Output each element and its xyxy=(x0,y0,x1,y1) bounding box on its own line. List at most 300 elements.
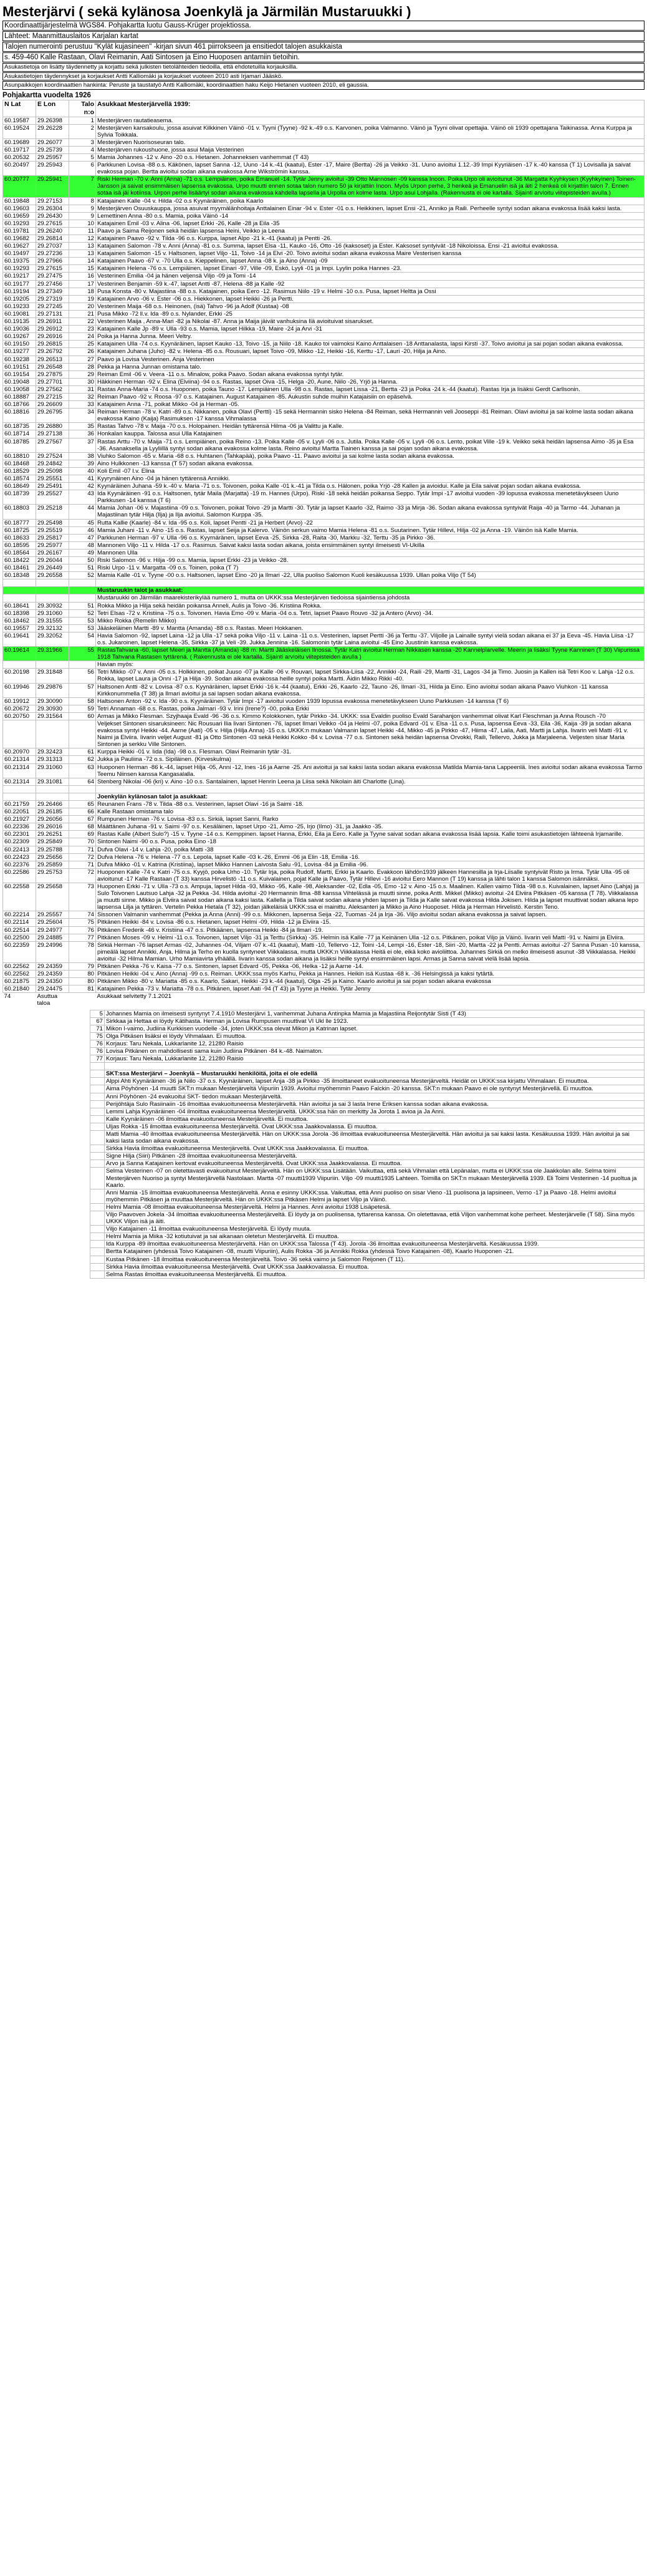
note-house-number xyxy=(90,1168,105,1189)
table-row xyxy=(3,541,645,549)
lon-cell: 29.26548 xyxy=(36,363,69,370)
house-number-cell: 51 xyxy=(69,564,96,572)
section-heading-row xyxy=(3,793,645,800)
residents-cell: Reiman Emil -06 v. Veera -11 o.s. Minalow, poika Paavo. Sodan aikana evakossa syntyi tytär. xyxy=(96,370,645,378)
note-row xyxy=(2,1017,645,1025)
lon-cell: 29.27319 xyxy=(36,295,69,303)
house-number-cell xyxy=(69,594,96,602)
note-house-number xyxy=(90,1226,105,1233)
table-row xyxy=(3,303,645,310)
house-number-cell: 50 xyxy=(69,557,96,564)
residents-cell: Mustaruukki on Järmilän maarekisterikylää numero 1, mutta on UKKK:ssa Mesterjärven tiedoissa sijaintiensa johdosta xyxy=(96,594,645,602)
note-text: Anni Pöyhönen -24 evakuoitui SKT- tiedon mukaan Mesterjärveltä. xyxy=(105,1093,645,1100)
table-row xyxy=(3,624,645,632)
house-number-cell: 75 xyxy=(69,919,96,926)
table-row xyxy=(3,483,645,490)
table-row xyxy=(3,310,645,317)
lon-cell: 29.25551 xyxy=(36,475,69,483)
house-number-cell: 37 xyxy=(69,438,96,452)
lat-cell: 60.20198 xyxy=(3,669,36,683)
house-number-cell: 63 xyxy=(69,763,96,778)
lon-cell: 29.24359 xyxy=(36,963,69,971)
residents-cell: Pitkänen Mikko -80 v. Mariatta -85 o.s. Kaarlo, Sakari, Heikki -23 k.-44 (kaatui), Olga -25 ja Kaino. Kaarlo avioitui ja sai pojan sodan aikana evakossa xyxy=(96,978,645,985)
table-row xyxy=(3,430,645,438)
lon-cell: 29.26880 xyxy=(36,423,69,430)
lat-cell: 60.19036 xyxy=(3,326,36,333)
residents-cell: Viuhko Salomon -65 v. Maria -68 o.s. Huhtanen (Tahkapää), poika Paavo -11. Paavo avioitui ja sai kolme lasta sodan aikana evakossa. xyxy=(96,452,645,460)
house-number-cell: 74 xyxy=(69,911,96,919)
note-spacer-cell xyxy=(2,1241,90,1248)
lon-cell: 29.25957 xyxy=(36,153,69,161)
house-number-cell: 15 xyxy=(69,265,96,273)
notes-table xyxy=(2,1010,645,1279)
note-house-number: 76 xyxy=(90,1048,105,1055)
lat-cell: 60.19603 xyxy=(3,205,36,212)
house-number-cell xyxy=(69,793,96,800)
lat-cell: 60.18468 xyxy=(3,460,36,467)
table-row xyxy=(3,505,645,519)
note-house-number xyxy=(90,1248,105,1256)
residents-cell: Katajainen Ulla -74 o.s. Kyynäräinen, lapset Kauko -13, Toivo -15, ja Niilo -18. Kauko toi vaimoksi Kaino Anttalaisen -18 Anttanalasta, lapsi Kirsti -37. Toivo avioitui ja sai pojan sodan aikana evakossa. xyxy=(96,341,645,348)
lon-cell: 29.25943 xyxy=(36,162,69,176)
table-row xyxy=(3,475,645,483)
house-number-cell xyxy=(69,785,96,793)
note-row xyxy=(2,1085,645,1093)
note-row xyxy=(2,1123,645,1130)
residents-cell: Joenkylän kylänosan talot ja asukkaat: xyxy=(96,793,645,800)
section-heading-row xyxy=(3,587,645,594)
lat-cell: 60.22423 xyxy=(3,853,36,861)
house-number-cell: 13 xyxy=(69,250,96,258)
note-house-number xyxy=(90,1078,105,1085)
lon-cell: 29.25753 xyxy=(36,868,69,883)
note-row xyxy=(2,1226,645,1233)
lat-cell: 60.19151 xyxy=(3,363,36,370)
lat-cell: 60.18816 xyxy=(3,409,36,423)
note-house-number xyxy=(90,1130,105,1145)
lat-cell: 60.22514 xyxy=(3,926,36,934)
table-row xyxy=(3,117,645,124)
note-text: Olga Pitkäsen lisäksi ei löydy Vihmalaan. Ei muuttoa. xyxy=(105,1032,645,1040)
header-lon: E Lon xyxy=(36,100,69,117)
table-row xyxy=(3,647,645,661)
note-row xyxy=(2,1010,645,1017)
table-row xyxy=(3,985,645,993)
note-house-number: 71 xyxy=(90,1025,105,1032)
note-row xyxy=(2,1263,645,1271)
residents-cell: Reiman Paavo -92 v. Roosa -97 o.s. Katajainen. August Katajainen -85. Aukustin suhde muihin Katajaisiin on epäselvä. xyxy=(96,393,645,400)
note-spacer-cell xyxy=(2,1168,90,1189)
lat-cell: 60.18398 xyxy=(3,609,36,617)
note-row xyxy=(2,1025,645,1032)
lon-cell: 29.26513 xyxy=(36,356,69,363)
house-number-cell: 52 xyxy=(69,572,96,579)
table-header-row xyxy=(3,100,645,117)
note-text: Ida Kurppa -89 ilmoittaa evakuoituneensa Mesterjärveltä. Hän on UKKK:ssa Talossa (T 43). Jorola -36 ilmoittaa evakuoituneensa Mesterjärveltä. Kesäkuussa 1939. xyxy=(105,1241,645,1248)
lon-cell: 29.32132 xyxy=(36,624,69,632)
lon-cell: 29.26795 xyxy=(36,409,69,423)
lat-cell: 60.19717 xyxy=(3,146,36,153)
note-text: Kalle Kyynäräinen -06 ilmoittaa evakuoituneensa Mesterjärveltä. Ei muuttoa. xyxy=(105,1115,645,1123)
lat-cell: 60.21875 xyxy=(3,978,36,985)
note-spacer-cell xyxy=(2,1078,90,1085)
residents-cell: Tetri Elsas -72 v. Kristiina -75 o.s. Toivonen. Havia Emo -09 v. Maria -04 o.s. Tetri, lapset Paavo Rouvo -32 ja Antero (Arvo) -34. xyxy=(96,609,645,617)
residents-cell: Tetri Mikko -07 v. Anni -05 o.s. Holkkinen, poikat Juuso -07 ja Kalle -06 v. Rouvari, lapset Sirkka-Liisa -22, Annikki -24, Raili -29, Martti -31, Lagos -34 ja Timo. Juosin ja Kallen isä Tetri Koo v. Lahja -12 o.s. Rokka, lapset Laura ja Onni -17 ja Hilja -39. Sodan aikana evakossa heille syntyi poika Martti. Äidin Mikko Rikki -40. xyxy=(96,669,645,683)
note-spacer-cell xyxy=(2,1203,90,1211)
residents-cell: Vesterinen Maija -68 o.s. Heinonen, (isä) Tahvo -96 ja Adolf (Kustaa) -08 xyxy=(96,303,645,310)
house-number-cell: 23 xyxy=(69,326,96,333)
lon-cell: 29.26056 xyxy=(36,816,69,823)
note-spacer-cell xyxy=(2,1263,90,1271)
residents-cell: Katajainen Helena -76 o.s. Lempiäinen, lapset Einari -97, Ville -09, Eskö, Lyyli -01 ja Impi. Lyylin poika Hannes -23. xyxy=(96,265,645,273)
lon-cell: 29.30090 xyxy=(36,697,69,705)
note-row xyxy=(2,1160,645,1168)
note-spacer-cell xyxy=(2,1010,90,1017)
house-number-cell: 53 xyxy=(69,617,96,624)
table-row xyxy=(3,661,645,669)
house-number-cell: 46 xyxy=(69,526,96,534)
note-house-number xyxy=(90,1123,105,1130)
note-spacer-cell xyxy=(2,1100,90,1108)
lat-cell xyxy=(3,785,36,793)
house-number-cell: 72 xyxy=(69,868,96,883)
lat-cell: 60.22562 xyxy=(3,963,36,971)
residents-cell: Rutta Kallie (Kaarle) -84 v. Ida -95 o.s. Koli, lapset Pentti -21 ja Herbert (Arvo) -22 xyxy=(96,519,645,526)
note-spacer-cell xyxy=(2,1145,90,1153)
lon-cell xyxy=(36,785,69,793)
lat-cell: 60.22051 xyxy=(3,808,36,816)
table-row xyxy=(3,212,645,220)
lat-cell: 60.19912 xyxy=(3,697,36,705)
residents-cell: Rastas Tahvo -78 v. Maija -70 o.s. Holopainen. Heidän tyttärensä Hilma -06 ja Valittu ja Kalle. xyxy=(96,423,645,430)
table-row xyxy=(3,423,645,430)
lat-cell: 60.19627 xyxy=(3,243,36,250)
note-house-number xyxy=(90,1271,105,1278)
table-row xyxy=(3,153,645,161)
table-row xyxy=(3,911,645,919)
house-number-cell: 32 xyxy=(69,393,96,400)
table-row xyxy=(3,572,645,579)
table-row xyxy=(3,919,645,926)
residents-cell: Dufva Olavi -14 v. Lahja -20, poika Matti -38 xyxy=(96,846,645,853)
table-row xyxy=(3,963,645,971)
lon-cell: 29.27236 xyxy=(36,250,69,258)
residents-cell xyxy=(96,785,645,793)
lat-cell: 60.19587 xyxy=(3,117,36,124)
note-spacer-cell xyxy=(2,1093,90,1100)
house-number-cell: 70 xyxy=(69,838,96,846)
lon-cell: 29.24996 xyxy=(36,941,69,962)
house-number-cell: 21 xyxy=(69,310,96,317)
note-house-number xyxy=(90,1256,105,1263)
lat-cell xyxy=(3,661,36,669)
lat-cell: 60.19135 xyxy=(3,318,36,326)
residents-cell: Armas ja Mikko Flesman. Szyjhaaja Evald -96 -36 o.s. Kimmo Kolokkonen, tytär Pirkko -34. UKKK: ssa Evaldin puoliso Evald Sarahanjon vanhemmat olivat Karl Fleschman ja Anna Rousch -70 xyxy=(96,712,645,720)
note-text: Viljo Paavoven Jokela -34 ilmoittaa evakuoituneensa Mesterjärveltä. Ei löydy ja on puolisensa, tyttarensa kanssa. On oletettavaa, että Viljon vanhemmat kohe perheet. Mesterjärvelle (T 58). Sina myös UKKK Viljon isä ja äiti. xyxy=(105,1211,645,1226)
note-spacer-cell xyxy=(2,1211,90,1226)
table-row xyxy=(3,756,645,763)
house-number-cell: 67 xyxy=(69,816,96,823)
table-row xyxy=(3,220,645,227)
lat-cell: 60.19293 xyxy=(3,265,36,273)
note-text: Sirkkaa ja Hettaa ei löydy Kätihasta. Herman ja Lovisa Rumpusen muuttivat VI Ukl lle 1923. xyxy=(105,1017,645,1025)
table-row xyxy=(3,235,645,243)
house-number-cell xyxy=(69,720,96,748)
lat-cell: 60.18641 xyxy=(3,602,36,609)
table-row xyxy=(3,176,645,197)
residents-cell: Riski Urpo -11 v. Margatta -09 o.s. Toinen, poika (T 7) xyxy=(96,564,645,572)
house-number-cell xyxy=(69,661,96,669)
house-number-cell: 22 xyxy=(69,318,96,326)
lon-cell: 29.31564 xyxy=(36,712,69,720)
house-number-cell: 52 xyxy=(69,609,96,617)
lon-cell: 29.27456 xyxy=(36,280,69,288)
note-spacer-cell xyxy=(2,1115,90,1123)
lat-cell: 60.18735 xyxy=(3,423,36,430)
table-row xyxy=(3,370,645,378)
note-text: Helmi Mamia -08 ilmoittaa evakuoituneensa Mesterjärveltä. Helmi ja Hannes. Anni avioitui 1938 Lisäpetesä. xyxy=(105,1203,645,1211)
note-house-number xyxy=(90,1093,105,1100)
house-number-cell: 43 xyxy=(69,490,96,505)
table-row xyxy=(3,124,645,138)
table-row xyxy=(3,778,645,785)
note-text: Bertta Katajainen (yhdessä Toivo Katajainen -08, muutti Viipuriin), Aulis Rokka -36 ja Annikki Rokka (yhdessä Toivo Katajainen -08), Kaarlo Huoponen -21. xyxy=(105,1248,645,1256)
house-number-cell: 24 xyxy=(69,333,96,341)
lon-cell: 29.31848 xyxy=(36,669,69,683)
lat-cell: 60.18810 xyxy=(3,452,36,460)
lon-cell: 29.24977 xyxy=(36,926,69,934)
lon-cell: 29.27562 xyxy=(36,385,69,393)
house-number-cell: 40 xyxy=(69,467,96,475)
house-number-cell: 58 xyxy=(69,697,96,705)
header-line: s. 459-460 Kalle Rastaan, Olavi Reimanin, Aati Sintosen ja Eino Huoposen antamiin tietoihin. xyxy=(2,52,645,62)
house-number-cell: 9 xyxy=(69,205,96,212)
house-number-cell: 80 xyxy=(69,971,96,978)
lon-cell: 29.25604 xyxy=(36,919,69,926)
residents-cell: Katajainen Paavo -67 v. -70 Ulla o.s. Kieppelinen, lapset Anna -08 k. ja Aino (Anna) -09 xyxy=(96,258,645,265)
lat-cell: 60.19154 xyxy=(3,370,36,378)
house-number-cell: 60 xyxy=(69,712,96,720)
residents-cell: Mannonen Viljo -11 v. Hilda -17 o.s. Rasimus. Saivat kaksi lasta sodan aikana, joista ensimmäinen syntyi ilmeisesti VI-Ukilla xyxy=(96,541,645,549)
lon-cell: 29.25557 xyxy=(36,911,69,919)
page-title: Mesterjärvi ( sekä kylänosa Joenkylä ja Järmilän Mustaruukki ) xyxy=(2,4,411,19)
lat-cell: 60.18887 xyxy=(3,393,36,400)
residents-cell: Kurppa Heikki -01 v. Iida (Ida) -98 o.s. Flesman. Olavi Reimanin tytär -31. xyxy=(96,748,645,756)
house-number-cell: 64 xyxy=(69,778,96,785)
residents-cell: Pitkänen Frederik -46 v. Kristiina -47 o.s. Pitkäänen, lapsensa Heikki -84 ja Ilmari -19. xyxy=(96,926,645,934)
lat-cell: 60.18422 xyxy=(3,557,36,564)
note-text: Lemmi Lahja Kyynäräinen -04 ilmoittaa evakuoituneensa Mesterjärveltä. UKKK:ssa hän on merkitty Ja Jorota 1 avioa ja Ja Anni. xyxy=(105,1108,645,1115)
house-number-cell: 3 xyxy=(69,138,96,146)
residents-cell: Katajainen Kalle -04 v. Hilda -02 o.s Kyynäräinen, poika Kaarlo xyxy=(96,197,645,205)
note-house-number xyxy=(90,1153,105,1160)
residents-cell: Mannonen Ulla xyxy=(96,549,645,556)
house-number-cell: 51 xyxy=(69,602,96,609)
house-number-cell: 54 xyxy=(69,632,96,646)
header-note-line: Asukastietoja on lisätty täydennetty ja korjattu sekä julkisten tietolähteiden tiedoilla, että ehdotetuilla korjauksilla. xyxy=(2,63,645,72)
lon-cell: 29.27701 xyxy=(36,378,69,385)
note-spacer-cell xyxy=(2,1123,90,1130)
house-number-cell: 49 xyxy=(69,549,96,556)
lat-cell: 60.20672 xyxy=(3,705,36,712)
lon-cell: 29.26792 xyxy=(36,348,69,356)
house-number-cell: 71 xyxy=(69,861,96,868)
lat-cell: 60.22309 xyxy=(3,838,36,846)
lon-cell: 29.27349 xyxy=(36,288,69,295)
table-row xyxy=(3,557,645,564)
note-spacer-cell xyxy=(2,1271,90,1278)
lon-cell: 29.25739 xyxy=(36,146,69,153)
house-number-cell: 11 xyxy=(69,227,96,235)
lon-cell: 29.26228 xyxy=(36,124,69,138)
lon-cell: 29.27524 xyxy=(36,452,69,460)
residents-cell: Pitkänen Heikki -84 v. Lovisa -86 o.s. Hietanen, lapset Helmi -09, Hilda -12 ja Elviira -15. xyxy=(96,919,645,926)
residents-cell: Havia Salomon -92, lapset Laina -12 ja Ulla -17 sekä poika Viljo -11 v. Laina -11 o.s. Vesterinen, lapset Pertti -36 ja Terttu -37. Viljolle ja Lainalle syntyi vielä sodan aikana ei 37 ja Eeva -45. Havia Liisa -17 o.s. Jukaroinen, lapset Helena -35, Sirkka -37 ja Veli -39. Jukka Jennina -16. Salomonin tytär Laina avioitui -45 Eino Juustinin kanssa evakossa. xyxy=(96,632,645,646)
table-row xyxy=(3,579,645,587)
residents-cell: Kalle Rastaan omistama talo xyxy=(96,808,645,816)
lat-cell: 60.19217 xyxy=(3,273,36,280)
residents-cell: Veljekset Sintonen sisaruksineen: Nic Rousuari Ilia Iivari Sintonen -76, lapset Ilmari Veikko -04 ja Helmi -07, poika Edvard -01 v. Elsa -11 o.s. Pusa, lapsensa Eeva -33, Eila -36, Kaija -39 ja sodan aikana evakossa syntyi Heikki -44. Aarne (Aati) -05 v. Hilja (Hilja Anna) -15 o.s. UKKK:n mukaan Valmanin lapset Heikki -44, Mikko -45 ja Pirkko -47, Hiima -47, Laila, Aati, Martti ja Lahja. Iivarin veli Matti -91 v. Naimi ja Elviira. Iivarin veljet August -81 ja Otto Sintonen -03 sekä Heikki Kokko -84 v. Lovisa -77 o.s. Sintonen sekä heidän lapsensa Orvokki, Raili, Tellervo, Jukka ja Marjaleena. Veljesten sisar Maria Sintonen ja serkku Ville Sintonen. xyxy=(96,720,645,748)
house-number-cell: 45 xyxy=(69,519,96,526)
residents-cell: Koli Emil -07 l.v. Elina xyxy=(96,467,645,475)
note-spacer-cell xyxy=(2,1256,90,1263)
residents-cell: Haltsonen Anton -92 v. Ida -90 o.s. Kyynäräinen. Tytär Impi -17 avioitui vuoden 1939 lopussa evakossa menetetävykseen Uuno Parkkusen -14 kanssa (T 6) xyxy=(96,697,645,705)
note-house-number xyxy=(90,1160,105,1168)
lon-cell: 29.27037 xyxy=(36,243,69,250)
note-text: Sirkka Havia ilmoittaa evakuoituneensa Mesterjärveltä. Ovat UKKK:ssa Jaakkovalassa. Ei muuttoa. xyxy=(105,1263,645,1271)
note-text: Arvo ja Sanna Katajainen kertovat evakuoituneensa Mesterjärveltä. Ovat UKKK:ssa Jaakkovalassa. Ei muuttoa. xyxy=(105,1160,645,1168)
note-row xyxy=(2,1040,645,1047)
header-lat: N Lat xyxy=(3,100,36,117)
lat-cell xyxy=(3,587,36,594)
table-row xyxy=(3,356,645,363)
note-spacer-cell xyxy=(2,1233,90,1241)
lon-cell xyxy=(36,720,69,748)
lat-cell: 60.19233 xyxy=(3,303,36,310)
note-text: Selma Vesterinen -07 on oletettavasti evakuoitunut Mesterjärveltä. Hän on UKKK:ssa Lisätään. Vaikuttaa, että sekä Vihmalan että Lepänalan, mutta ei UKKK:ssa ole Jaakkolan alle. Selma toimi Mesterjärven Nuoriso ja syntyi Mesterjärvellä Nastolaan. Martta -07 muutti1939 Viipuriin. Viljo -09 muutti1935 Lahteen. Toimilla on SKT:n mukaan Mesterjärvellä 1939. Eli Toimi Vesterinen -14 puoltua ja Kaarlo. xyxy=(105,1168,645,1189)
lon-cell: 29.29876 xyxy=(36,683,69,697)
lat-cell: 60.20497 xyxy=(3,162,36,176)
note-text: Viljo Katajainen -11 ilmoittaa evakuoituneensa Mesterjärveltä. Ei löydy muuta. xyxy=(105,1226,645,1233)
note-spacer-cell xyxy=(2,1189,90,1203)
note-house-number: 76 xyxy=(90,1040,105,1047)
house-number-cell: 48 xyxy=(69,541,96,549)
note-text: Korjaus: Taru Nekala, Lukkarlanite 12, 21280 Raisio xyxy=(105,1055,645,1063)
house-number-cell: 62 xyxy=(69,756,96,763)
lon-cell: 29.24842 xyxy=(36,460,69,467)
table-row xyxy=(3,669,645,683)
lon-cell: 29.31555 xyxy=(36,617,69,624)
table-row xyxy=(3,748,645,756)
lat-cell: 60.18633 xyxy=(3,534,36,541)
table-row xyxy=(3,941,645,962)
house-number-cell: 6 xyxy=(69,162,96,176)
lon-cell: 29.25498 xyxy=(36,519,69,526)
table-row xyxy=(3,632,645,646)
house-number-cell: 16 xyxy=(69,273,96,280)
residents-cell: Parkkunen Lovisa -88 o.s. Käkönen, lapset Sanna -12, Uuno -14 k.-41 (kaatui), Ester -17, Maire (Bertta) -26 ja Veikko -31. Uuno avioitui 1.12.-39 Impi Kyyriäisen -17 k.-40 kanssa (T 1) Lovisalla ja saivat evakossa pojan. Bertta avioitui sodan aikana evakossa Arne Wikströmin kanssa. xyxy=(96,162,645,176)
note-text: Anni Mamia -15 ilmoittaa evakuoituneensa Mesterjärveltä. Anna e esinny UKKK:ssa. Vaikuttaa, että Anni puoliso on sisar Vieno -11 puolisona ja lapsineen, Verno -17 ja Paavo -18. Helmi avioitui myöhemmin Pitkäsen ja muuttaa Mesterjärveltä. Hän on UKKK:ssa Pitkäsen Helmi ja lapset Viljo ja Väinö. xyxy=(105,1189,645,1203)
table-row xyxy=(3,467,645,475)
note-house-number xyxy=(90,1263,105,1271)
lat-cell: 60.18529 xyxy=(3,467,36,475)
lat-cell: 60.18739 xyxy=(3,490,36,505)
note-text: Perijöhtäja Sulo Rasiinaiin -16 ilmoittaa evakuoituneensa Mesterjärveltä. Hän avioitui ja sai 3 lasta Irene Eriksen kanssa sodan aikana evakossa. xyxy=(105,1100,645,1108)
lon-cell: 29.31081 xyxy=(36,778,69,785)
table-row xyxy=(3,401,645,409)
note-row xyxy=(2,1093,645,1100)
table-row xyxy=(3,720,645,748)
lon-cell: 29.26398 xyxy=(36,117,69,124)
table-row xyxy=(3,378,645,385)
house-number-cell: 31 xyxy=(69,385,96,393)
lat-cell: 74 xyxy=(4,993,11,1000)
house-number-cell: 79 xyxy=(69,963,96,971)
residents-cell: Katajainen Salomon -15 v. Haltsonen, lapset Viljo -11, Toivo -14 ja Elvi -20. Toivo avioitui sodan aikana evakossa Maire Vesterisen kanssa xyxy=(96,250,645,258)
note-house-number xyxy=(90,1241,105,1248)
table-row xyxy=(3,162,645,176)
note-text xyxy=(105,1063,645,1070)
header-line: Lähteet: Maanmittauslaitos Karjalan kartat xyxy=(2,31,645,41)
lon-cell: 29.25658 xyxy=(36,883,69,911)
lat-cell: 60.19048 xyxy=(3,378,36,385)
table-row xyxy=(3,280,645,288)
residents-cell: Dufva Helena -76 v. Helena -77 o.s. Lepola, lapset Kalle -03 k.-26, Emmi -06 ja Elin -18, Emilia -16. xyxy=(96,853,645,861)
house-number-cell: 10 xyxy=(69,220,96,227)
residents-cell: Rumpunen Herman -76 v. Lovisa -83 o.s. Sirkiä, lapset Sanni, Rarko xyxy=(96,816,645,823)
residents-cell: Häkkinen Herman -92 v. Elina (Elviina) -94 o.s. Rastas, lapset Oiva -15, Helga -20, Aune, Niilo -26, Yrjö ja Hanna. xyxy=(96,378,645,385)
residents-cell: Pitkänen Moses -09 v. Helmi -11 o.s. Toivonen, lapset Viljo -31 ja Terttu (Sirkka) -35. Helmin isä Kalle -77 ja Keinänen Ulla -12 o.s. Pitkänen, poikat Viljo ja Väinö. Iivarin veli Matti -91 v. Naimi ja Elviira. xyxy=(96,934,645,941)
note-row xyxy=(2,1108,645,1115)
note-text: Lovisa Pitkänen on mahdollisesti sama kuin Judiina Pitkänen -84 k.-48. Naimaton. xyxy=(105,1048,645,1055)
notes-section-row xyxy=(2,1070,645,1078)
lat-cell: 60.19848 xyxy=(3,197,36,205)
note-row xyxy=(2,1048,645,1055)
lon-cell: 29.26077 xyxy=(36,138,69,146)
lon-cell: 29.27245 xyxy=(36,303,69,310)
residents-cell: Sirkiä Herman -76 lapset Armas -02, Juhannes -04, Viljam -07 k.-41 (kaatui), Matti -10, Tellervo -12, Toini -14, Lempi -16, Ester -18, Siiri -20, Martta -22 ja Pentti. Armas avioitui -27 Sanna Pusan -10 kanssa, pimeälä lapset Annikki, Anja, Hilma ja Terho en kuolla syntyneet Viikkalassa, mutta UKKK:n Viikkalassa Heitä ei ole, eikä koko avioliittoa. Juhannes Sirkiä on melko ilmeisesti asunut -38 Viikkalassa. Heikki avioitui -32 Hilma Mamian. Urho Mamiavirta ylhäällä. Iivarin kanssa sodan aikana ja lisäksi heille syntyi ensimmäinen lapsi. Armas ja Sanna saivat vielä lisää lapsia. xyxy=(96,941,645,962)
table-row xyxy=(3,785,645,793)
lon-cell: 29.26044 xyxy=(36,557,69,564)
table-row xyxy=(3,341,645,348)
table-row xyxy=(3,549,645,556)
note-text: Helmi Mamia ja Miika -32 kotiutuivat ja sai aikanaan oletetun Mesterjärveltä. Ei muuttoa. xyxy=(105,1233,645,1241)
lat-cell: 60.21927 xyxy=(3,816,36,823)
note-spacer-cell xyxy=(2,1226,90,1233)
lat-cell: 60.19058 xyxy=(3,385,36,393)
header-note-line: Asunpaikkojen koordinaattien hankinta: Peruste ja taustatyö Antti Kalliomäki, koordinaattien haku Keijo Hietanen vuoteen 2010, eli gaussia. xyxy=(2,81,645,90)
note-spacer-cell xyxy=(2,1032,90,1040)
residents-cell: Mesterjärven rautatieasema. xyxy=(96,117,645,124)
note-spacer-cell xyxy=(2,1025,90,1032)
table-row xyxy=(3,333,645,341)
house-number-cell: 17 xyxy=(69,280,96,288)
lon-cell xyxy=(36,579,69,587)
note-house-number xyxy=(90,1108,105,1115)
lat-cell: 60.20970 xyxy=(3,748,36,756)
house-number-cell: 65 xyxy=(69,800,96,808)
residents-cell: Kyynäräinen Juhana -59 k.-40 v. Maria -71 o.s. Toivonen, poika Kalle -01 k.-41 ja Tilda o.s. Hälonen, poika Yrjö -28 Kallen ja avioidui. Kalle ja Eila saivat pojan sodan aikana evakossa. xyxy=(96,483,645,490)
residents-cell: Aino Hulkkonen -13 kanssa (T 57) sodan aikana evakossa. xyxy=(96,460,645,467)
table-row xyxy=(3,800,645,808)
note-house-number xyxy=(90,1070,105,1078)
note-spacer-cell xyxy=(2,1063,90,1070)
lon-cell: 29.25519 xyxy=(36,526,69,534)
residents-cell: Lemettinen Anna -80 o.s. Mamia, poika Väinö -14 xyxy=(96,212,645,220)
note-house-number xyxy=(90,1233,105,1241)
residents-cell: Asukkaat selvitetty 7.1.2021 xyxy=(97,993,171,1000)
residents-cell: Jääskeläinen Martti -89 v. Mantta (Amanda) -88 o.s. Rastas. Meeri Hokkanen. xyxy=(96,624,645,632)
